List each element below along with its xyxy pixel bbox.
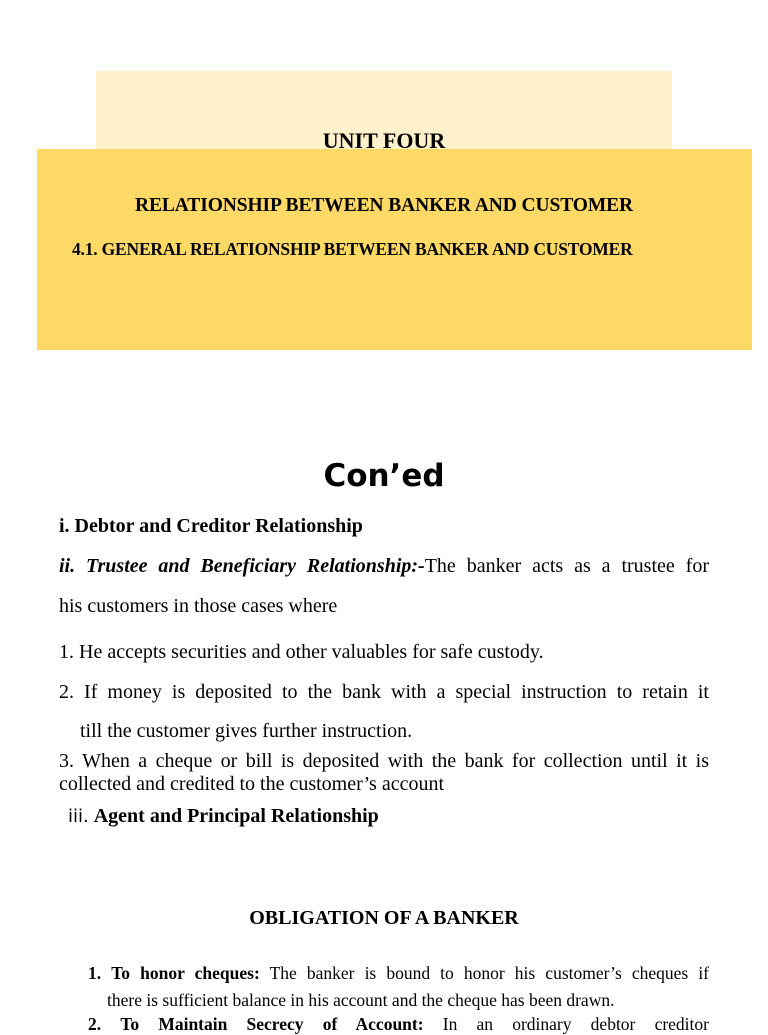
obligation-1-line2: there is sufficient balance in his account and the cheque has been drawn. — [107, 990, 615, 1010]
unit-title: UNIT FOUR — [322, 128, 446, 153]
relationship-item-2-heading: ii. Trustee and Beneficiary Relationship:- — [59, 555, 425, 577]
relationship-item-2-line1 — [59, 555, 709, 578]
section-title: 4.1. GENERAL RELATIONSHIP BETWEEN BANKER AND CUSTOMER — [72, 239, 633, 259]
relationship-item-3 — [68, 805, 718, 828]
case-3: 3. When a cheque or bill is deposited with the bank for collection until it is collected and credited to the customer’s account — [59, 750, 709, 795]
relationship-title: RELATIONSHIP BETWEEN BANKER AND CUSTOMER — [134, 195, 634, 216]
slide-title: Con’ed — [323, 458, 445, 494]
relationship-item-1: i. Debtor and Creditor Relationship — [59, 515, 363, 537]
obligation-1-number: 1. — [88, 963, 102, 983]
relationship-item-2-text: The banker acts as a trustee for — [424, 555, 710, 577]
relationship-item-3-numeral: iii. — [68, 806, 89, 827]
case-1: 1. He accepts securities and other valuables for safe custody. — [59, 641, 544, 663]
relationship-item-2-line2: his customers in those cases where — [59, 595, 338, 617]
obligation-1-text: The banker is bound to honor his customer’s cheques if — [269, 963, 710, 983]
obligation-2-text: In an ordinary debtor creditor — [442, 1014, 709, 1034]
obligation-2-line1 — [88, 1014, 709, 1035]
relationship-item-3-label: Agent and Principal Relationship — [93, 805, 379, 827]
obligation-1-line1 — [88, 963, 709, 984]
obligation-1-heading: To honor cheques: — [111, 963, 260, 983]
case-2-line2: till the customer gives further instruction. — [80, 720, 413, 742]
obligation-2-heading: To Maintain Secrecy of Account: — [120, 1014, 424, 1034]
obligations-title: OBLIGATION OF A BANKER — [249, 907, 519, 929]
obligation-2-number: 2. — [88, 1014, 102, 1034]
case-2-line1: 2. If money is deposited to the bank with a special instruction to retain it — [59, 681, 709, 703]
